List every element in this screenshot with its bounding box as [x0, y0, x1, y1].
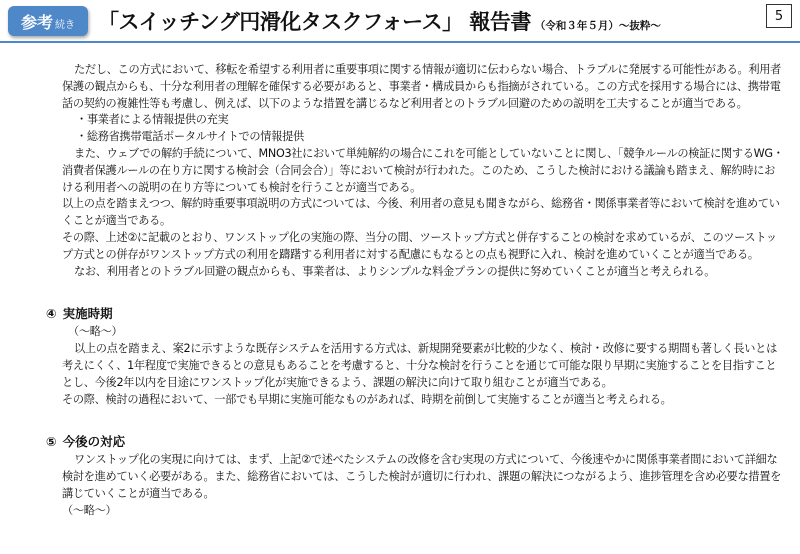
section-4-number: ④: [46, 306, 57, 322]
report-subtitle: （令和３年５月）～抜粋～: [534, 20, 661, 32]
section-5-omitted-note: （～略～）: [62, 503, 117, 517]
bullet-item-1: ・事業者による情報提供の充実: [76, 113, 229, 127]
page-title: [98, 6, 661, 36]
bullet-item-2: ・総務省携帯電話ポータルサイトでの情報提供: [76, 130, 304, 144]
report-title: 「スイッチング円滑化タスクフォース」 報告書: [98, 10, 531, 34]
badge-continued-label: 続き: [55, 19, 75, 31]
section-spacer: [62, 280, 784, 304]
intro-paragraph-3: 以上の点を踏まえつつ、解約時重要事項説明の方式については、今後、利用者の意見も聞きながら、総務省・関係事業者等において検討を進めていくことが適当である。: [62, 197, 780, 228]
section-4-paragraph-1: 以上の点を踏まえ、案2に示すような既存システムを活用する方式は、新規開発要素が比較的少なく、検討・改修に要する期間も著しく長いとは考えにくく、1年程度で実施できるとの意見もあることを考慮すると、十分な検討を行うことを通じて可能な限り早期に実施することを目指すこととし、今後2年以内を目途にワンストップ化が実施できるよう、課題の解決に向けて取り組むことが適当である。: [62, 342, 777, 389]
reference-badge: [8, 6, 88, 36]
intro-paragraph-2: また、ウェブでの解約手続について、MNO3社において単純解約の場合にこれを可能としていないことに関し、「競争ルールの検証に関するWG・消費者保護ルールの在り方に関する検討会（合同会合）」等において検討が行われた。このため、こうした検討における議論も踏まえ、解約時における利用者への説明の在り方等についても検討を行うことが適当である。: [62, 146, 784, 194]
intro-paragraph-1: ただし、この方式において、移転を希望する利用者に重要事項に関する情報が適切に伝わらない場合、トラブルに発展する可能性がある。利用者保護の観点からも、十分な利用者の理解を確保する必要があると、事業者・構成員からも指摘がされている。この方式を採用する場合には、携帯電話の契約の複雑性等も考慮し、例えば、以下のような措置を講じるなど利用者とのトラブル回避のための説明を工夫することが適当である。: [62, 63, 782, 110]
badge-label: 参考: [20, 12, 53, 32]
intro-paragraph-5: なお、利用者とのトラブル回避の観点からも、事業者は、よりシンプルな料金プランの提供に努めていくことが適当と考えられる。: [74, 264, 716, 278]
section-4-omitted-note: （～略～）: [68, 325, 123, 339]
section-5-title: 今後の対応: [62, 434, 126, 450]
slide-header: [0, 0, 800, 44]
section-4-title: 実施時期: [62, 306, 113, 322]
report-body: [46, 62, 784, 520]
intro-paragraph-4: その際、上述②に記載のとおり、ワンストップ化の実施の際、当分の間、ツーストップ方式と併存することの検討を求めているが、このツーストップ方式との併存がワンストップ方式の利用を躊躇する利用者に対する配慮にもなるとの点も視野に入れ、検討を進めていくことが適当である。: [62, 230, 777, 261]
section-4-heading: [46, 304, 784, 324]
header-divider: [0, 41, 800, 43]
section-spacer: [62, 408, 784, 432]
section-5-heading: [46, 432, 784, 452]
page-number: 5: [766, 4, 792, 28]
section-4-paragraph-2: その際、検討の過程において、一部でも早期に実施可能なものがあれば、時期を前倒して実施することが適当と考えられる。: [62, 392, 672, 406]
section-5-number: ⑤: [46, 434, 57, 450]
section-5-paragraph-1: ワンストップ化の実現に向けては、まず、上記②で述べたシステムの改修を含む実現の方式について、今後速やかに関係事業者間において詳細な検討を進めていく必要がある。また、総務省においては、こうした検討が適切に行われ、課題の解決につながるよう、進捗管理を含め必要な措置を講じていくことが適当である。: [62, 453, 782, 500]
